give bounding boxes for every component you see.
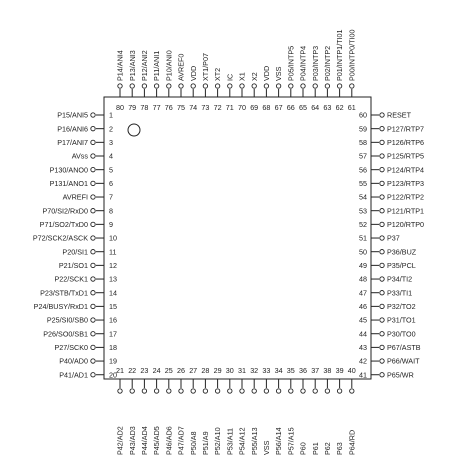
pin-label: P17/ANI7	[57, 137, 88, 147]
pin-pad	[380, 222, 384, 226]
pin-number: 54	[359, 192, 367, 202]
pin-pad	[167, 389, 171, 393]
pin-label: P52/A10	[213, 427, 223, 455]
pin-pad	[313, 84, 317, 88]
pin-pad	[240, 389, 244, 393]
pin-label: P30/TO0	[387, 329, 416, 339]
pin-number: 53	[359, 206, 367, 216]
pin-label: P120/RTP0	[387, 219, 425, 229]
pin-label: P27/SCK0	[54, 342, 88, 352]
pin-number: 77	[152, 103, 161, 112]
pin-number: 58	[359, 137, 367, 147]
pin-number: 42	[359, 356, 367, 366]
pin-pad	[154, 389, 158, 393]
pin-pad	[380, 318, 384, 322]
pin-number: 20	[109, 370, 117, 380]
pin-label: VSS	[274, 66, 284, 81]
pin-pad	[228, 84, 232, 88]
pin-number: 34	[274, 366, 283, 375]
pin-number: 68	[262, 103, 271, 112]
pin-label: P35/PCL	[387, 260, 416, 270]
pin-number: 4	[109, 151, 113, 161]
pin-label: P123/RTP3	[387, 178, 425, 188]
pin-pad	[91, 208, 95, 212]
pin-pad	[276, 84, 280, 88]
pin-label: P26/SO0/SB1	[43, 329, 88, 339]
pin-pad	[380, 236, 384, 240]
pin-number: 76	[164, 103, 173, 112]
pin-number: 35	[286, 366, 295, 375]
pin-label: P46/AD6	[164, 426, 174, 455]
pin-number: 31	[238, 366, 246, 375]
pin-label: P62	[323, 442, 332, 455]
pin-number: 26	[177, 366, 185, 375]
pin-number: 49	[359, 260, 367, 270]
pin-number: 39	[335, 366, 344, 375]
pin-number: 19	[109, 356, 117, 366]
pin-pad	[228, 389, 232, 393]
pin-number: 56	[359, 165, 367, 175]
pin-label: P71/SO2/TxD0	[39, 219, 88, 229]
pin-label: P25/SI0/SB0	[46, 315, 88, 325]
pin-label: RESET	[387, 110, 411, 120]
pin-pad	[91, 332, 95, 336]
pin-label: P124/RTP4	[387, 165, 425, 175]
pin-pad	[91, 373, 95, 377]
pin-pad	[91, 304, 95, 308]
pin-label: P121/RTP1	[387, 206, 425, 216]
pin-label: P31/TO1	[387, 315, 416, 325]
pin-pad	[191, 389, 195, 393]
pin-pad	[264, 84, 268, 88]
pin-label: P67/ASTB	[387, 342, 421, 352]
pin-number: 33	[262, 366, 271, 375]
pin-pad	[91, 222, 95, 226]
pin-pad	[91, 167, 95, 171]
pin-pad	[337, 389, 341, 393]
pin-number: 79	[128, 103, 137, 112]
pin-pad	[350, 389, 354, 393]
pin-pad	[91, 263, 95, 267]
pin-number: 47	[359, 288, 367, 298]
pin-number: 16	[109, 315, 117, 325]
pin-number: 22	[128, 366, 137, 375]
pin-label: P33/TI1	[387, 288, 413, 298]
pin-label: P64/RD	[347, 429, 357, 455]
pin-label: P13/ANI3	[127, 50, 137, 81]
pin-pad	[154, 84, 158, 88]
pin-label: P37	[387, 233, 400, 243]
pin-label: P61	[310, 442, 320, 455]
pin-pad	[203, 84, 207, 88]
pin-pad	[325, 84, 329, 88]
pin-number: 15	[109, 301, 117, 311]
pin-number: 37	[311, 366, 320, 375]
pin-label: P41/AD1	[59, 370, 88, 380]
pin-number: 75	[177, 103, 185, 112]
pin-label: P55/A13	[249, 427, 259, 455]
pin-pad	[130, 389, 134, 393]
pin-pad	[380, 113, 384, 117]
pin-label: P131/ANO1	[49, 178, 88, 188]
pin-pad	[215, 84, 219, 88]
pin-number: 43	[359, 342, 367, 352]
pin-pad	[91, 318, 95, 322]
pin-number: 1	[109, 110, 113, 120]
pin-pad	[380, 277, 384, 281]
pin-label: P42/AD2	[115, 426, 125, 455]
pin-label: P01/INTP1/TI01	[335, 29, 345, 81]
pin-number: 65	[299, 103, 307, 112]
pin-label: X1	[237, 72, 247, 81]
pin-label: P02/INTP2	[323, 45, 332, 81]
pin-pad	[380, 195, 384, 199]
pin-number: 51	[359, 233, 367, 243]
pin-pad	[313, 389, 317, 393]
pin-number: 5	[109, 165, 113, 175]
pin-label: P127/RTP7	[387, 124, 425, 134]
pin-label: P51/A9	[201, 431, 210, 455]
pin-label: P11/ANI1	[152, 50, 162, 81]
pin-label: XT2	[213, 67, 223, 81]
pin-pad	[91, 250, 95, 254]
pin-number: 52	[359, 219, 367, 229]
pin-number: 41	[359, 370, 367, 380]
pin-label: P03/INTP3	[310, 45, 320, 81]
pin-label: P56/A14	[274, 427, 284, 455]
chip-body	[104, 97, 371, 379]
pin-number: 29	[213, 366, 222, 375]
pin-number: 25	[164, 366, 173, 375]
pin-number: 66	[286, 103, 295, 112]
pin-pad	[301, 389, 305, 393]
pin-pad	[380, 140, 384, 144]
pin-label: P44/AD4	[140, 426, 149, 455]
pin-label: VDD	[188, 65, 198, 81]
pin-label: P47/AD7	[176, 426, 186, 455]
pin-pad	[276, 389, 280, 393]
pin-label: P126/RTP6	[387, 137, 425, 147]
pin-number: 48	[359, 274, 367, 284]
pin-label: P23/STB/TxD1	[40, 288, 88, 298]
pin-number: 74	[189, 103, 198, 112]
pin-number: 11	[109, 247, 117, 257]
pin-pad	[91, 359, 95, 363]
pin-number: 78	[140, 103, 149, 112]
pin-number: 10	[109, 233, 117, 243]
pin-label: X2	[249, 72, 259, 81]
pin-label: P57/A15	[286, 427, 296, 455]
pin-pad	[91, 195, 95, 199]
pin-number: 3	[109, 137, 113, 147]
pin-pad	[337, 84, 341, 88]
pin-pad	[142, 84, 146, 88]
pin-number: 40	[347, 366, 356, 375]
pin-number: 36	[299, 366, 307, 375]
pin-pad	[350, 84, 354, 88]
pin-pad	[215, 389, 219, 393]
pin-pad	[380, 208, 384, 212]
pin-pad	[240, 84, 244, 88]
pin-number: 6	[109, 178, 113, 188]
pin-pad	[91, 181, 95, 185]
pin-number: 38	[323, 366, 332, 375]
pin-pad	[179, 389, 183, 393]
pin-pad	[380, 304, 384, 308]
pin-number: 12	[109, 260, 117, 270]
pin-label: P60	[298, 442, 308, 455]
pin-label: P72/SCK2/ASCK	[32, 233, 88, 243]
pin-pad	[380, 345, 384, 349]
pin-pad	[179, 84, 183, 88]
pin1-marker	[128, 124, 140, 136]
pin-label: P20/SI1	[62, 247, 88, 257]
pin-pad	[91, 236, 95, 240]
pin-pad	[118, 389, 122, 393]
pin-pad	[252, 84, 256, 88]
pin-label: P32/TO2	[387, 301, 416, 311]
pin-number: 21	[116, 366, 124, 375]
pin-pad	[380, 250, 384, 254]
pin-label: P50/A8	[188, 431, 198, 455]
pin-number: 27	[189, 366, 198, 375]
pin-label: P22/SCK1	[54, 274, 88, 284]
pin-pad	[91, 345, 95, 349]
pin-label: AVREF0	[176, 53, 186, 81]
pin-number: 60	[359, 110, 367, 120]
pin-pad	[167, 84, 171, 88]
pin-number: 57	[359, 151, 367, 161]
pin-pad	[289, 389, 293, 393]
pin-number: 67	[274, 103, 283, 112]
pin-number: 69	[250, 103, 259, 112]
pin-pad	[142, 389, 146, 393]
pin-number: 72	[213, 103, 222, 112]
pin-number: 18	[109, 342, 117, 352]
pin-label: IC	[225, 73, 235, 81]
pin-pad	[91, 291, 95, 295]
pin-number: 63	[323, 103, 332, 112]
pin-pad	[91, 140, 95, 144]
pin-label: P00/INTP0/TI00	[347, 29, 357, 81]
pin-pad	[191, 84, 195, 88]
pin-number: 64	[311, 103, 320, 112]
pin-label: P43/AD3	[127, 426, 137, 455]
pin-label: P04/INTP4	[298, 45, 308, 81]
pin-pad	[91, 277, 95, 281]
pin-label: P125/RTP5	[387, 151, 425, 161]
pin-label: P12/ANI2	[140, 50, 149, 81]
pin-number: 62	[335, 103, 344, 112]
pin-number: 7	[109, 192, 113, 202]
pin-pad	[380, 154, 384, 158]
pin-pad	[118, 84, 122, 88]
pin-pad	[252, 389, 256, 393]
pin-pad	[91, 126, 95, 130]
pin-number: 70	[238, 103, 246, 112]
pin-label: P16/ANI6	[57, 124, 88, 134]
pin-pad	[380, 291, 384, 295]
pin-pad	[203, 389, 207, 393]
pin-pad	[380, 181, 384, 185]
pin-number: 55	[359, 178, 367, 188]
pin-pad	[301, 84, 305, 88]
pin-label: P05/INTP5	[286, 45, 296, 81]
pin-label: VSS	[262, 440, 271, 455]
pin-label: P65/WR	[387, 370, 414, 380]
pin-pad	[289, 84, 293, 88]
pin-label: P36/BUZ	[387, 247, 417, 257]
pin-label: P54/A12	[237, 427, 247, 455]
pin-label: P70/SI2/RxD0	[42, 206, 88, 216]
pin-label: P66/WAIT	[387, 356, 420, 366]
pin-label: P122/RTP2	[387, 192, 425, 202]
pin-label: P21/SO1	[58, 260, 88, 270]
pin-pad	[380, 126, 384, 130]
pin-pad	[380, 332, 384, 336]
pin-number: 14	[109, 288, 117, 298]
pin-label: P14/ANI4	[115, 50, 125, 81]
pin-number: 13	[109, 274, 117, 284]
pin-label: P24/BUSY/RxD1	[33, 301, 88, 311]
pin-number: 46	[359, 301, 367, 311]
pin-pad	[264, 389, 268, 393]
pin-number: 59	[359, 124, 367, 134]
pin-pad	[380, 359, 384, 363]
pin-label: AVss	[71, 151, 88, 161]
pin-label: P15/ANI5	[57, 110, 88, 120]
pin-label: P40/AD0	[59, 356, 88, 366]
pin-pad	[380, 167, 384, 171]
pin-pad	[325, 389, 329, 393]
pin-number: 23	[140, 366, 149, 375]
pin-pad	[130, 84, 134, 88]
pin-number: 71	[225, 103, 234, 112]
pin-number: 17	[109, 329, 117, 339]
pin-number: 24	[152, 366, 161, 375]
pin-label: P130/ANO0	[49, 165, 88, 175]
pin-number: 73	[201, 103, 210, 112]
pin-label: AVREFI	[62, 192, 88, 202]
pin-number: 2	[109, 124, 113, 134]
pin-pad	[380, 263, 384, 267]
pin-number: 45	[359, 315, 367, 325]
pin-label: P53/A11	[225, 427, 235, 455]
pin-pad	[380, 373, 384, 377]
pin-pad	[91, 154, 95, 158]
pin-pad	[91, 113, 95, 117]
pin-label: P10/ANI0	[164, 50, 174, 81]
pin-label: P45/AD5	[152, 426, 162, 455]
pin-number: 50	[359, 247, 367, 257]
pin-number: 8	[109, 206, 113, 216]
pin-number: 30	[225, 366, 234, 375]
pin-label: P63	[335, 442, 345, 455]
pin-number: 61	[347, 103, 356, 112]
pin-number: 44	[359, 329, 367, 339]
pin-number: 9	[109, 219, 113, 229]
pin-label: XT1/P07	[201, 53, 210, 81]
pin-label: VDD	[262, 65, 271, 81]
pin-label: P34/TI2	[387, 274, 413, 284]
pin-number: 80	[116, 103, 124, 112]
pin-number: 28	[201, 366, 210, 375]
pin-number: 32	[250, 366, 259, 375]
